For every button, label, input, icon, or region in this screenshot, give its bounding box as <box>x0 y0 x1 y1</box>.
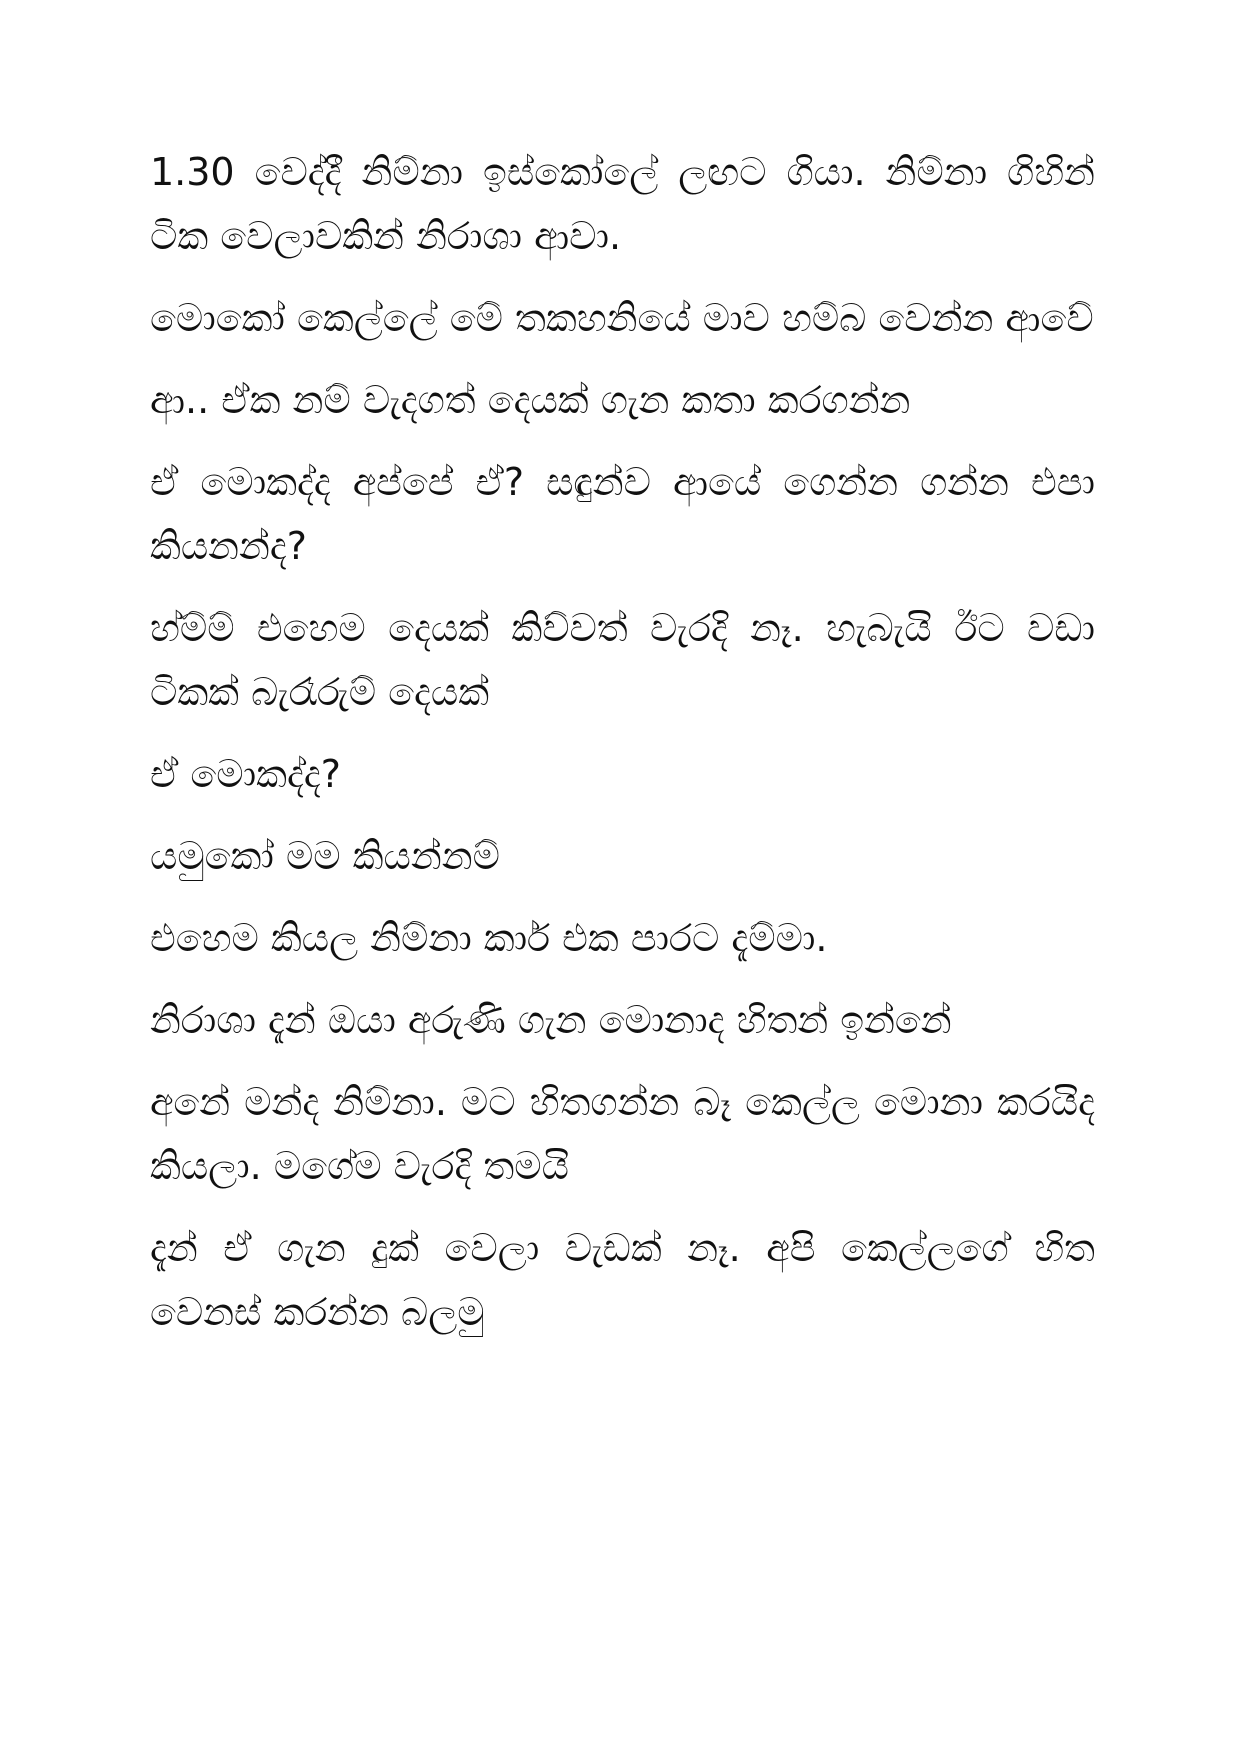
document-page <box>150 140 1095 1362</box>
paragraph-3: ආ.. ඒක නම් වැදගත් දෙයක් ගැන කතා කරගන්න <box>150 378 911 422</box>
paragraph-2: මොකෝ කෙල්ලේ මේ තකහනියේ මාව හම්බ වෙන්න ආවේ <box>150 296 1094 340</box>
paragraph-8: එහෙම කියල නිම්නා කාර් එක පාරට දැම්මා. <box>150 916 828 960</box>
paragraph-11: දැන් ඒ ගැන දුක් වෙලා වැඩක් නෑ. අපි කෙල්ලගේ හිත වෙනස් කරන්න බලමු <box>150 1226 1095 1334</box>
paragraph-10: අනේ මන්ද නිම්නා. මට හිතගන්න බෑ කෙල්ල මොනා කරයිද කියලා. මගේම වැරදි තමයි <box>150 1080 1095 1188</box>
paragraph-4: ඒ මොකද්ද අප්පේ ඒ? සඳුන්ව ආයේ ගෙන්න ගන්න එපා කියනන්ද? <box>150 460 1095 568</box>
paragraph-1: 1.30 වෙද්දී නිම්නා ඉස්කෝලේ ලඟට ගියා. නිම්නා ගිහින් ටික වෙලාවකින් නිරාශා ආවා. <box>150 150 1095 258</box>
paragraph-9: නිරාශා දැන් ඔයා අරුණි ගැන මොනාද හිතන් ඉන්නේ <box>150 998 952 1042</box>
paragraph-5: හ්ම්ම් එහෙම දෙයක් කිව්වත් වැරදි නෑ. හැබැයි ඊට වඩා ටිකක් බැරෑරුම් දෙයක් <box>150 606 1095 714</box>
paragraph-7: යමුකෝ මම කියන්නම් <box>150 834 500 878</box>
paragraph-6: ඒ මොකද්ද? <box>150 752 341 796</box>
